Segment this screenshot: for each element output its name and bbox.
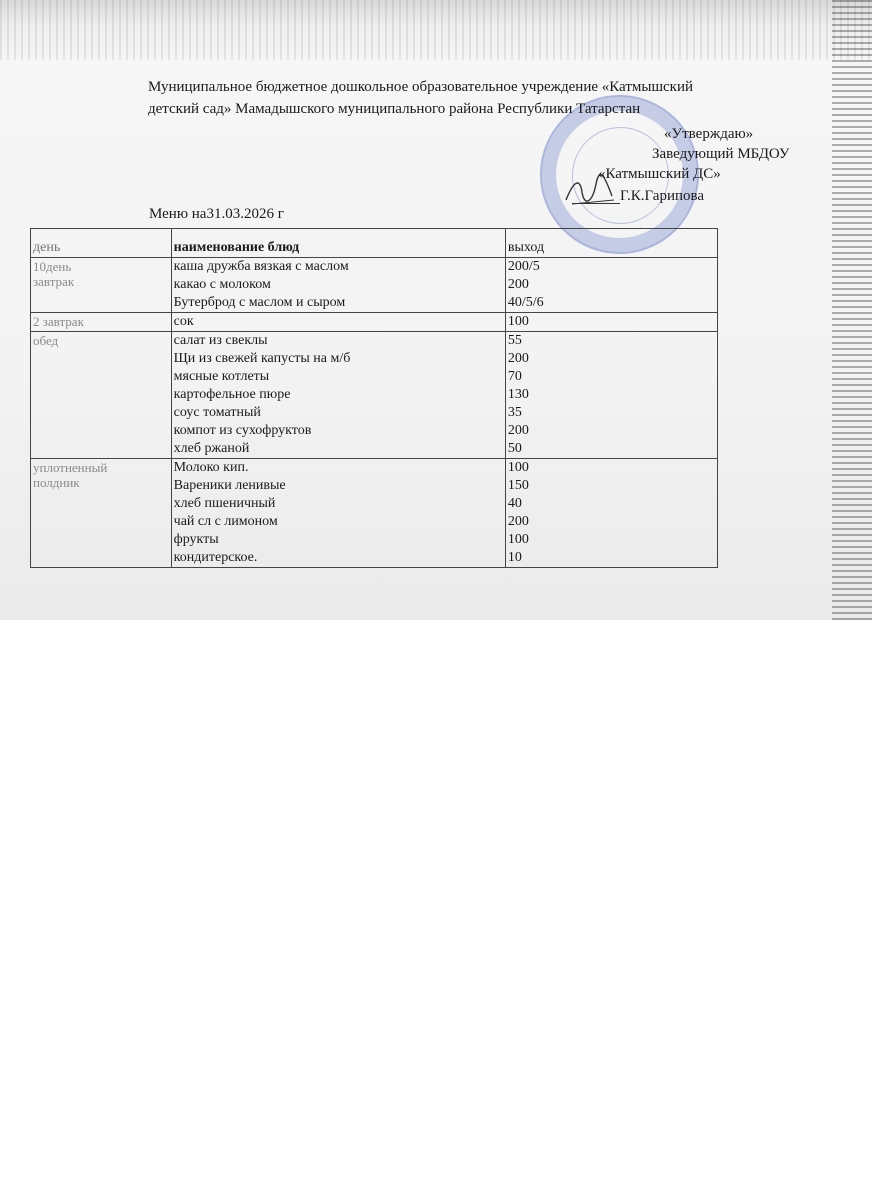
dish-output: 35 [507, 405, 522, 420]
dishes-cell [171, 313, 505, 332]
dish-output: 200 [507, 514, 529, 529]
meal-cell [31, 258, 172, 313]
dish-output: 100 [507, 532, 529, 547]
scan-noise [0, 0, 872, 60]
dish-name: каша дружба вязкая с маслом [173, 259, 349, 274]
dish-name: картофельное пюре [173, 387, 291, 402]
dish-name: фрукты [173, 532, 219, 547]
dish-output: 50 [507, 441, 522, 456]
dish-name: кондитерское. [173, 550, 258, 565]
header-dish: наименование блюд [171, 229, 505, 258]
dish-output: 40/5/6 [507, 295, 544, 310]
dish-name: чай сл с лимоном [173, 514, 278, 529]
dish-output: 55 [507, 333, 522, 348]
menu-table [30, 228, 718, 568]
meal-cell [31, 313, 172, 332]
table-row [31, 313, 718, 332]
meal-label: 2 завтрак [33, 314, 84, 329]
dish-name: Молоко кип. [173, 460, 249, 475]
dish-name: соус томатный [173, 405, 261, 420]
institution-line-2: детский сад» Мамадышского муниципального района Республики Татарстан [148, 101, 641, 117]
dish-name: Вареники ленивые [173, 478, 286, 493]
output-cell [505, 313, 717, 332]
header-output: выход [505, 229, 717, 258]
dish-output: 200/5 [507, 259, 540, 274]
dish-output: 10 [507, 550, 522, 565]
meal-label: обед [33, 333, 59, 348]
meal-label: уплотненный [33, 460, 108, 475]
dish-name: компот из сухофруктов [173, 423, 312, 438]
output-cell [505, 459, 717, 568]
approver-position: Заведующий МБДОУ [652, 146, 790, 162]
meal-label: завтрак [33, 274, 75, 289]
dish-name: Бутерброд с маслом и сыром [173, 295, 346, 310]
dishes-cell [171, 332, 505, 459]
output-cell [505, 258, 717, 313]
approve-label: «Утверждаю» [664, 126, 754, 142]
menu-body [31, 258, 718, 568]
table-row [31, 459, 718, 568]
header-day: день [31, 229, 172, 258]
dish-output: 200 [507, 277, 529, 292]
dish-output: 100 [507, 314, 529, 329]
dish-output: 130 [507, 387, 529, 402]
dish-output: 200 [507, 423, 529, 438]
dish-output: 100 [507, 460, 529, 475]
signature-line [572, 203, 620, 204]
dish-output: 200 [507, 351, 529, 366]
dishes-cell [171, 459, 505, 568]
meal-cell [31, 459, 172, 568]
institution-line-1: Муниципальное бюджетное дошкольное образовательное учреждение «Катмышский [148, 79, 694, 95]
dish-output: 150 [507, 478, 529, 493]
approver-name: Г.К.Гарипова [620, 188, 705, 204]
approver-organization: «Катмышский ДС» [598, 166, 721, 182]
output-cell [505, 332, 717, 459]
scan-edge [832, 0, 872, 620]
menu-title: Меню на31.03.2026 г [149, 206, 284, 222]
table-row [31, 258, 718, 313]
dish-output: 40 [507, 496, 522, 511]
meal-label: полдник [33, 475, 80, 490]
dishes-cell [171, 258, 505, 313]
meal-cell [31, 332, 172, 459]
dish-name: хлеб ржаной [173, 441, 250, 456]
dish-name: хлеб пшеничный [173, 496, 276, 511]
table-header-row [31, 229, 718, 258]
table-row [31, 332, 718, 459]
meal-label: 10день [33, 259, 72, 274]
dish-name: салат из свеклы [173, 333, 268, 348]
dish-name: какао с молоком [173, 277, 271, 292]
dish-name: мясные котлеты [173, 369, 270, 384]
dish-name: сок [173, 314, 194, 329]
dish-name: Щи из свежей капусты на м/б [173, 351, 351, 366]
dish-output: 70 [507, 369, 522, 384]
